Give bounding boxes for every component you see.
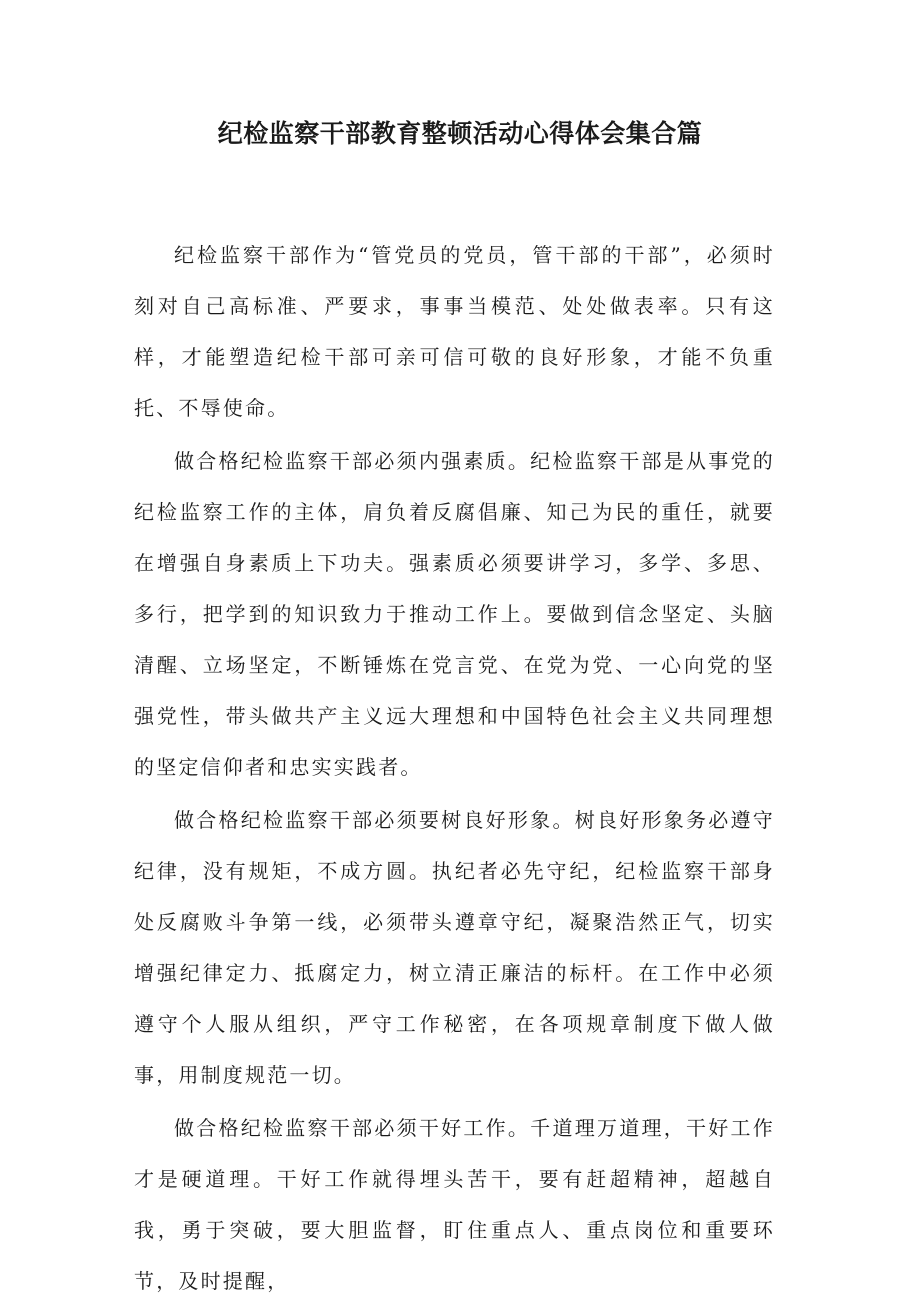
- paragraph-work: 做合格纪检监察干部必须干好工作。千道理万道理，干好工作才是硬道理。干好工作就得埋头苦干，要有赶超精神，超越自我，勇于突破，要大胆监督，盯住重点人、重点岗位和重要环节，及时提醒，: [134, 1116, 775, 1293]
- document-body: [134, 230, 775, 1309]
- paragraph-intro: 纪检监察干部作为“管党员的党员，管干部的干部”，必须时刻对自己高标准、严要求，事事当模范、处处做表率。只有这样，才能塑造纪检干部可亲可信可敬的良好形象，才能不负重托、不辱使命。: [134, 243, 775, 420]
- document-title: 纪检监察干部教育整顿活动心得体会集合篇: [217, 119, 703, 148]
- paragraph-image: 做合格纪检监察干部必须要树良好形象。树良好形象务必遵守纪律，没有规矩，不成方圆。执纪者必先守纪，纪检监察干部身处反腐败斗争第一线，必须带头遵章守纪，凝聚浩然正气，切实增强纪律定力、抵腐定力，树立清正廉洁的标杆。在工作中必须遵守个人服从组织，严守工作秘密，在各项规章制度下做人做事，用制度规范一切。: [134, 808, 775, 1087]
- paragraph-quality: 做合格纪检监察干部必须内强素质。纪检监察干部是从事党的纪检监察工作的主体，肩负着反腐倡廉、知己为民的重任，就要在增强自身素质上下功夫。强素质必须要讲学习，多学、多思、多行，把学到的知识致力于推动工作上。要做到信念坚定、头脑清醒、立场坚定，不断锤炼在党言党、在党为党、一心向党的坚强党性，带头做共产主义远大理想和中国特色社会主义共同理想的坚定信仰者和忠实实践者。: [134, 449, 775, 779]
